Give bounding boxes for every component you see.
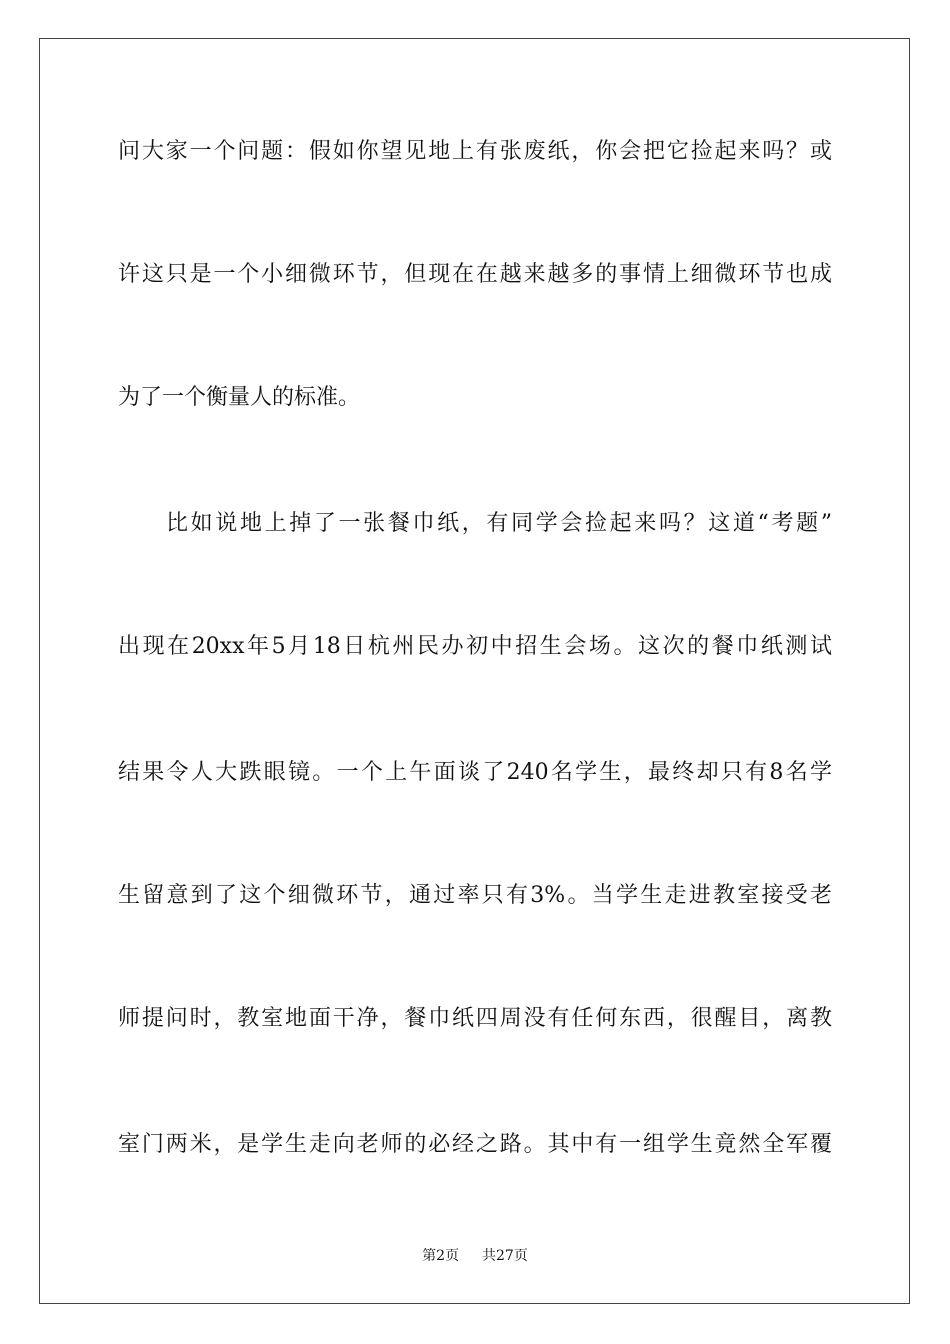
paragraph-line-5: 出现在20xx年5月18日杭州民办初中招生会场。这次的餐巾纸测试 (118, 634, 832, 659)
paragraph-line-4: 比如说地上掉了一张餐巾纸，有同学会捡起来吗？这道“考题” (166, 511, 832, 536)
page-footer (0, 1246, 950, 1266)
paragraph-line-1: 问大家一个问题：假如你望见地上有张废纸，你会把它捡起来吗？或 (118, 139, 832, 164)
paragraph-line-7: 生留意到了这个细微环节，通过率只有3%。当学生走进教室接受老 (118, 883, 832, 908)
paragraph-line-8: 师提问时，教室地面干净，餐巾纸四周没有任何东西，很醒目，离教 (118, 1006, 832, 1031)
paragraph-line-6: 结果令人大跌眼镜。一个上午面谈了240名学生，最终却只有8名学 (118, 760, 832, 785)
paragraph-line-9: 室门两米，是学生走向老师的必经之路。其中有一组学生竟然全军覆 (118, 1132, 832, 1157)
page-frame (39, 38, 910, 1304)
paragraph-line-2: 许这只是一个小细微环节，但现在在越来越多的事情上细微环节也成 (118, 262, 832, 287)
page-number: 第2页 (422, 1248, 460, 1264)
total-pages: 共27页 (482, 1248, 528, 1264)
paragraph-line-3: 为了一个衡量人的标准。 (118, 385, 361, 410)
